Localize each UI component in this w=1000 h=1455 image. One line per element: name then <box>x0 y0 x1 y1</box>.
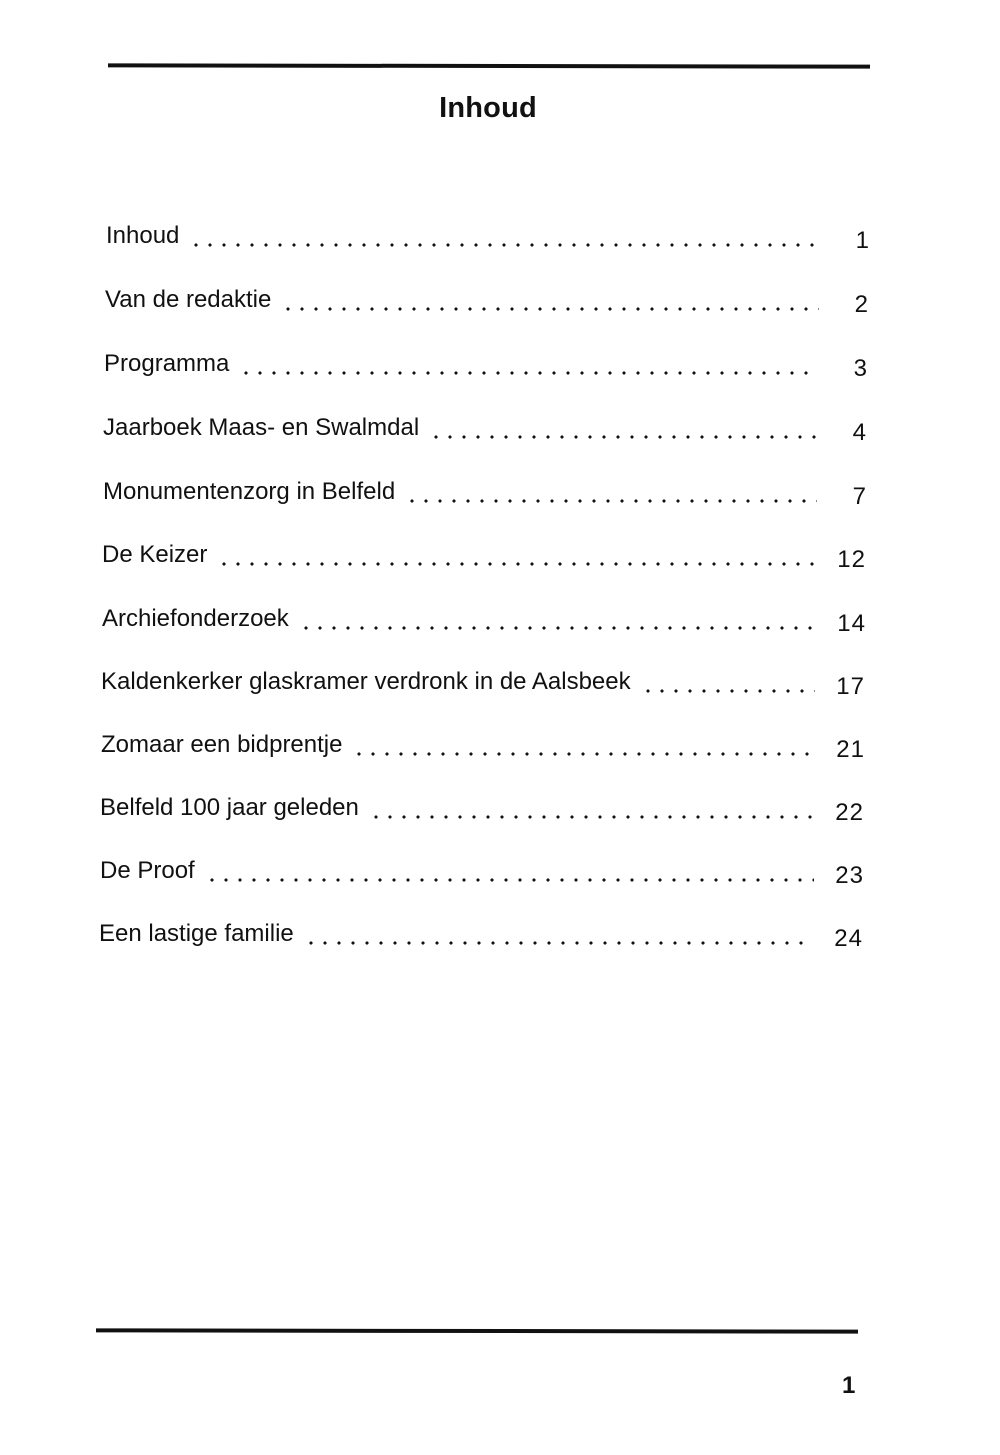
toc-dot-leader <box>429 435 817 439</box>
toc-entry-page: 21 <box>836 736 865 763</box>
toc-dot-leader <box>299 626 816 630</box>
toc-entry <box>101 668 865 702</box>
toc-entry <box>100 857 864 891</box>
toc-entry <box>99 920 863 954</box>
toc-entry <box>104 350 868 384</box>
toc-dot-leader <box>189 243 820 247</box>
toc-dot-leader <box>281 307 819 311</box>
toc-entry-label: Archiefonderzoek <box>102 605 289 632</box>
toc-dot-leader <box>217 562 816 566</box>
toc-entry-label: Inhoud <box>106 222 180 249</box>
toc-entry-label: Monumentenzorg in Belfeld <box>103 478 396 505</box>
toc-dot-leader <box>641 689 815 693</box>
toc-entry <box>100 794 864 828</box>
toc-entry <box>103 478 867 512</box>
toc-entry-page: 12 <box>837 546 866 573</box>
toc-entry-page: 7 <box>852 483 867 510</box>
toc-entry-label: Jaarboek Maas- en Swalmdal <box>103 414 420 441</box>
toc-entry-label: Belfeld 100 jaar geleden <box>100 794 359 821</box>
toc-entry-label: Een lastige familie <box>99 920 294 947</box>
toc-entry-label: De Keizer <box>102 541 208 568</box>
toc-dot-leader <box>239 371 818 375</box>
toc-entry-page: 14 <box>837 610 866 637</box>
toc-entry-page: 4 <box>852 419 867 446</box>
toc-entry-page: 23 <box>835 862 864 889</box>
toc-entry-page: 22 <box>835 799 864 826</box>
page-title: Inhoud <box>439 92 537 124</box>
toc-entry-label: Programma <box>104 350 230 377</box>
toc-dot-leader <box>304 941 813 945</box>
toc-entry-page: 17 <box>836 673 865 700</box>
bottom-rule <box>96 1328 858 1333</box>
toc-entry <box>102 541 866 575</box>
toc-dot-leader <box>352 752 815 756</box>
toc-dot-leader <box>405 499 817 503</box>
toc-entry <box>102 605 866 639</box>
toc-entry <box>105 286 869 320</box>
toc-entry <box>106 222 870 256</box>
toc-entry-page: 1 <box>855 227 870 254</box>
toc-entry-page: 24 <box>834 925 863 952</box>
toc-entry-label: Van de redaktie <box>105 286 272 313</box>
toc-dot-leader <box>205 878 814 882</box>
toc-entry-page: 2 <box>854 291 869 318</box>
toc-entry-label: Zomaar een bidprentje <box>101 731 343 758</box>
toc-entry <box>103 414 867 448</box>
page-number: 1 <box>842 1372 856 1399</box>
toc-entry <box>101 731 865 765</box>
toc-entry-label: Kaldenkerker glaskramer verdronk in de Aalsbeek <box>101 668 631 695</box>
toc-dot-leader <box>369 815 814 819</box>
toc-entry-page: 3 <box>853 355 868 382</box>
toc-entry-label: De Proof <box>100 857 195 884</box>
